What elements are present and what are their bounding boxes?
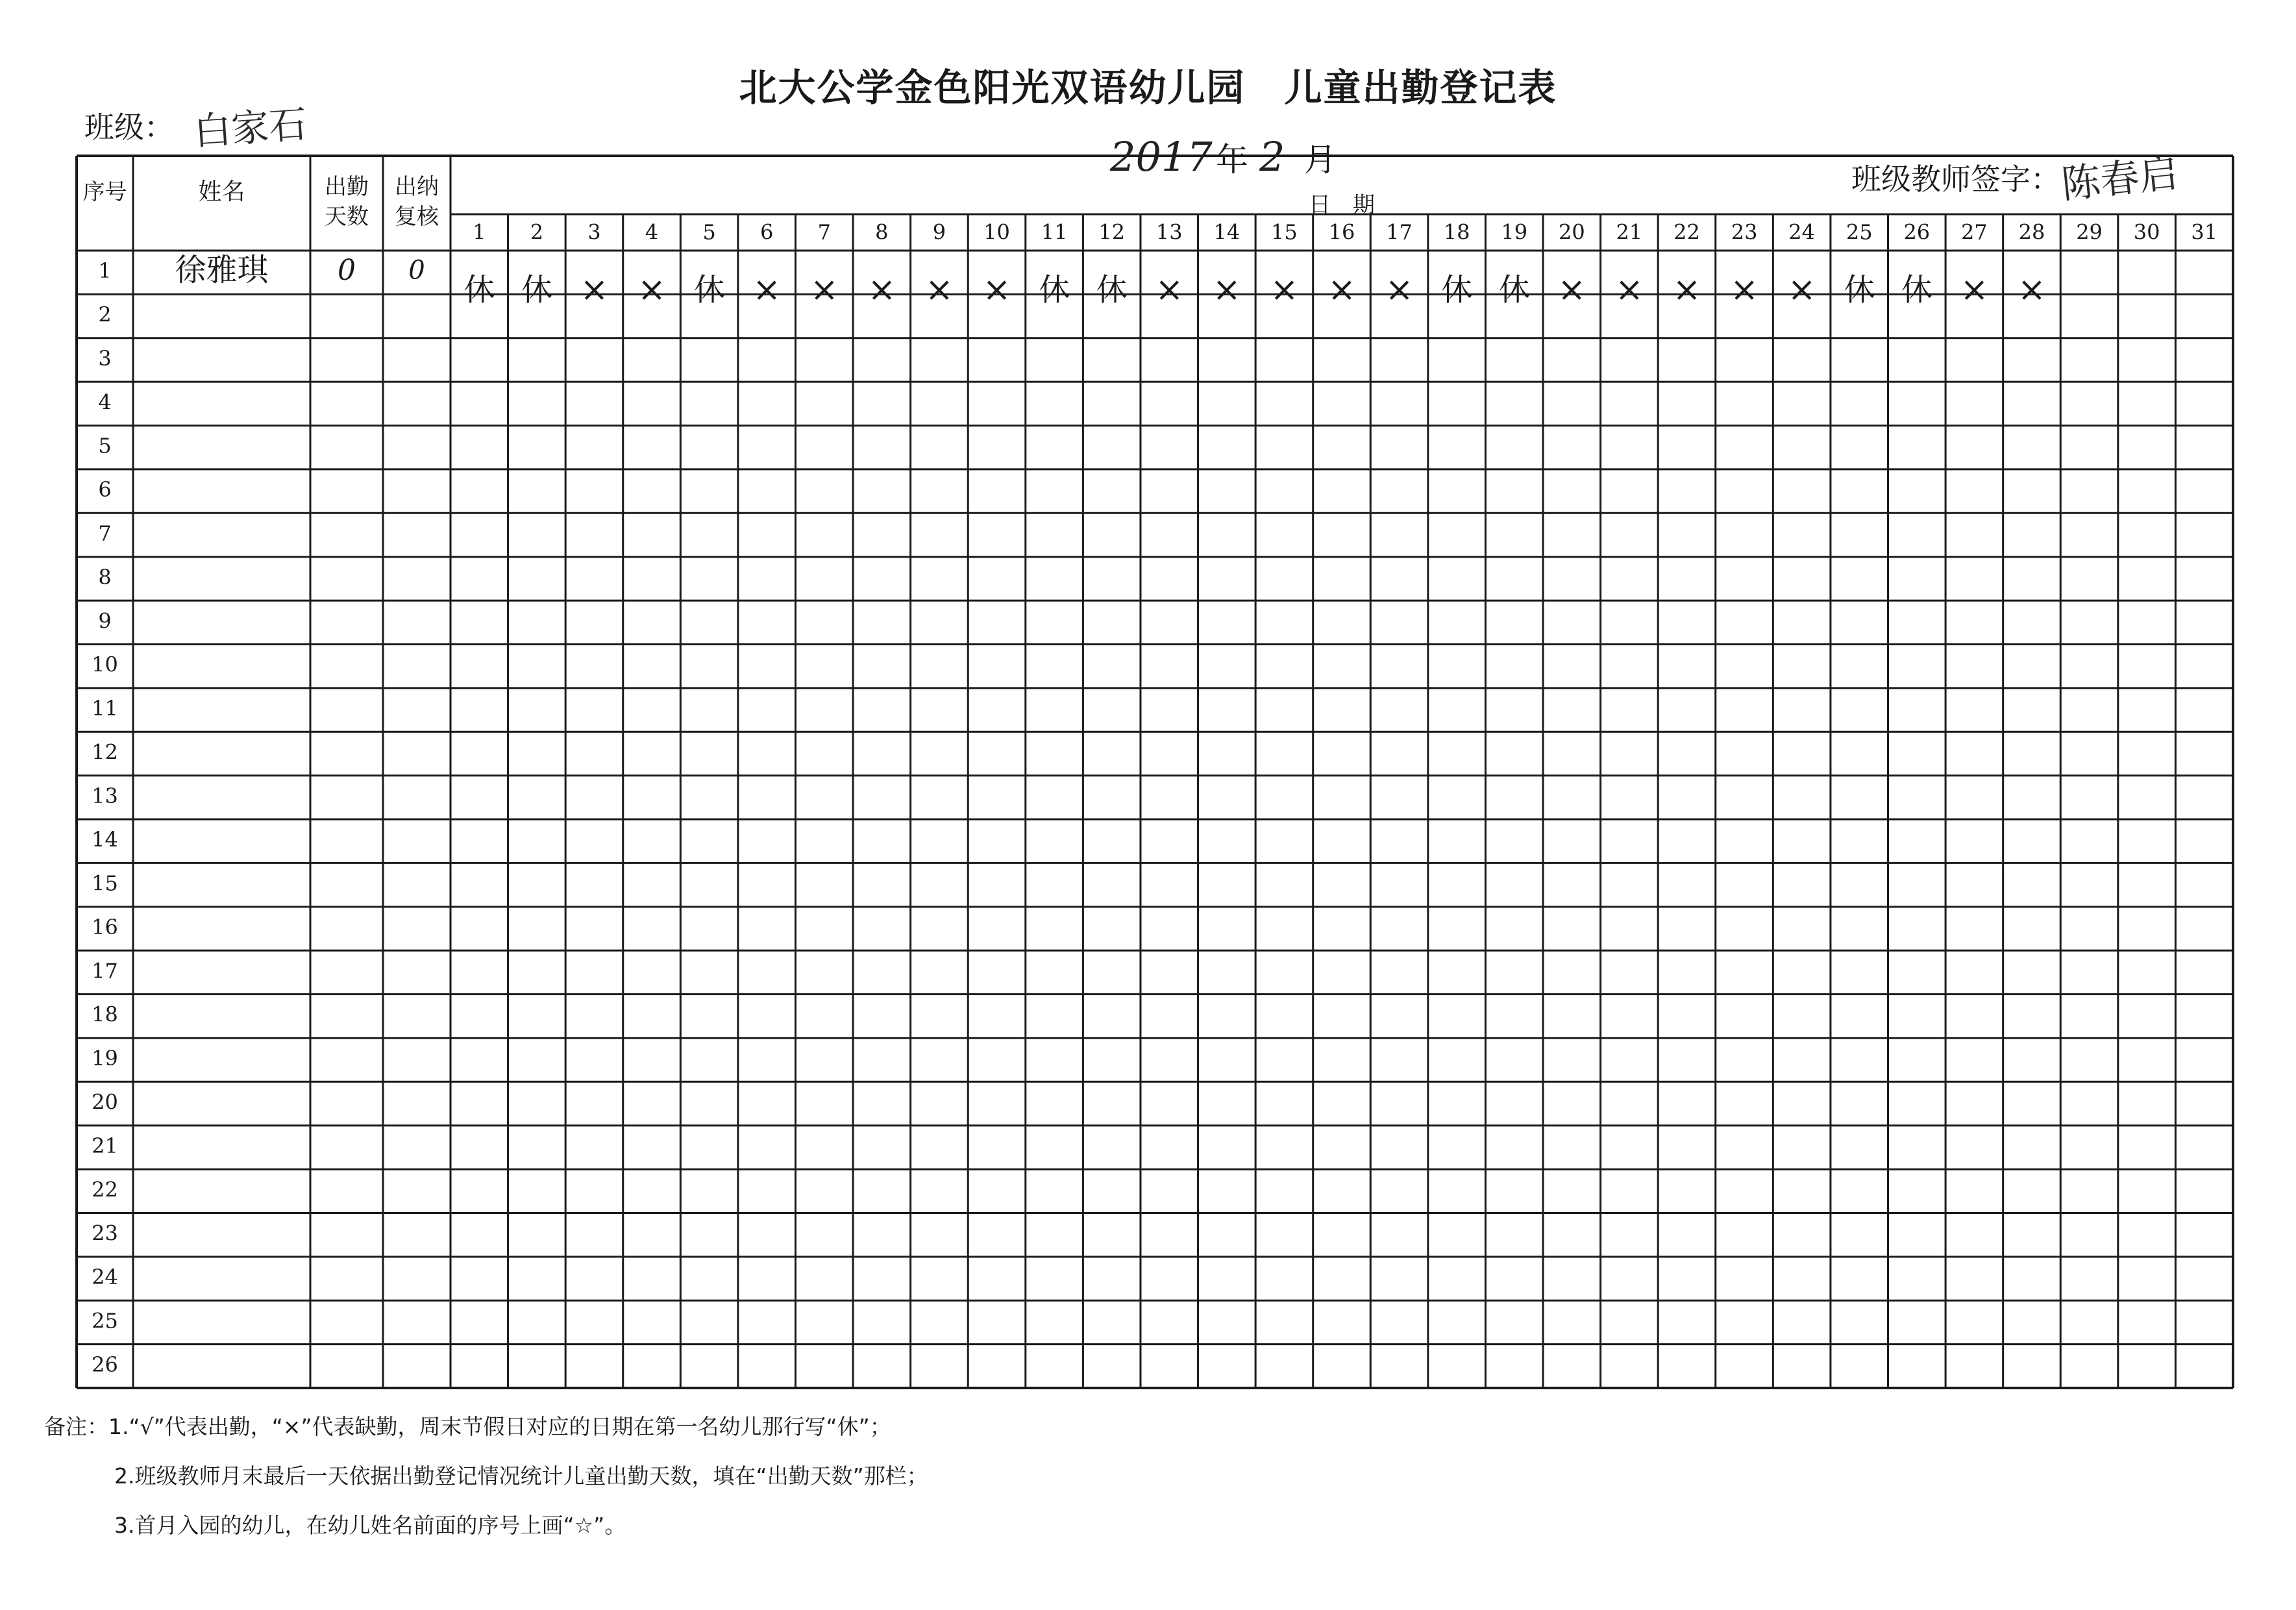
absent-mark[interactable]: × — [1557, 270, 1586, 310]
day-number: 29 — [2076, 219, 2103, 245]
absent-mark[interactable]: × — [982, 270, 1011, 310]
day-number: 22 — [1673, 219, 1700, 245]
day-number: 2 — [530, 219, 544, 245]
day-number: 10 — [983, 219, 1010, 245]
day-number: 14 — [1213, 219, 1241, 245]
first-row-name[interactable]: 徐雅琪 — [175, 252, 269, 289]
row-number: 7 — [98, 521, 112, 546]
day-number: 3 — [587, 219, 601, 245]
day-number: 9 — [932, 219, 946, 245]
class-label: 班级： — [84, 110, 174, 145]
day-number: 26 — [1903, 219, 1931, 245]
year-suffix: 年 — [1215, 141, 1248, 179]
row-number: 1 — [98, 258, 112, 284]
row-number: 11 — [92, 696, 118, 721]
absent-mark[interactable]: × — [1787, 270, 1816, 310]
teacher-label: 班级教师签字： — [1851, 162, 2060, 197]
notes — [44, 1402, 928, 1550]
day-number: 12 — [1098, 219, 1126, 245]
day-number: 20 — [1558, 219, 1585, 245]
row-number: 26 — [92, 1352, 118, 1377]
rest-mark[interactable]: 休 — [1096, 271, 1128, 308]
day-number: 28 — [2018, 219, 2045, 245]
row-number: 18 — [92, 1002, 118, 1027]
note-line-3: 3.首月入园的幼儿，在幼儿姓名前面的序号上画“☆”。 — [114, 1513, 626, 1538]
month-suffix: 月 — [1303, 141, 1337, 179]
absent-mark[interactable]: × — [752, 270, 781, 310]
day-number: 30 — [2133, 219, 2160, 245]
absent-mark[interactable]: × — [1213, 270, 1241, 310]
day-number: 7 — [817, 219, 831, 245]
note-line-1: 备注：1.“√”代表出勤，“×”代表缺勤，周末节假日对应的日期在第一名幼儿那行写“休”； — [44, 1414, 891, 1439]
day-number: 1 — [473, 219, 486, 245]
row-number: 20 — [92, 1089, 118, 1115]
absent-mark[interactable]: × — [1270, 270, 1299, 310]
absent-mark[interactable]: × — [1385, 270, 1414, 310]
day-number: 31 — [2191, 219, 2218, 245]
first-row-cashier-review[interactable]: 0 — [408, 255, 425, 286]
row-number: 2 — [98, 302, 112, 327]
day-number: 11 — [1041, 219, 1068, 245]
note-line-2: 2.班级教师月末最后一天依据出勤登记情况统计儿童出勤天数，填在“出勤天数”那栏； — [114, 1463, 928, 1489]
day-number: 16 — [1328, 219, 1355, 245]
absent-mark[interactable]: × — [1960, 270, 1989, 310]
header-cashier-review-2: 复核 — [395, 204, 439, 230]
absent-mark[interactable]: × — [580, 270, 609, 310]
row-number: 13 — [92, 783, 118, 808]
row-number: 17 — [92, 958, 118, 984]
first-row-attend-days[interactable]: 0 — [338, 254, 356, 288]
rest-mark[interactable]: 休 — [1901, 271, 1932, 308]
rest-mark[interactable]: 休 — [1441, 271, 1473, 308]
absent-mark[interactable]: × — [1327, 270, 1356, 310]
absent-mark[interactable]: × — [867, 270, 896, 310]
class-value[interactable]: 白家石 — [192, 102, 308, 154]
header-cashier-review-1: 出纳 — [395, 174, 439, 200]
absent-mark[interactable]: × — [925, 270, 954, 310]
row-number: 21 — [92, 1133, 118, 1158]
absent-mark[interactable]: × — [1672, 270, 1701, 310]
rest-mark[interactable]: 休 — [1039, 271, 1070, 308]
rest-mark[interactable]: 休 — [521, 271, 552, 308]
header-attend-days-1: 出勤 — [325, 174, 369, 200]
row-number: 14 — [92, 827, 118, 852]
rest-mark[interactable]: 休 — [463, 271, 495, 308]
rest-mark[interactable]: 休 — [1844, 271, 1875, 308]
day-number: 4 — [645, 219, 659, 245]
teacher-signature[interactable]: 陈春启 — [2059, 150, 2180, 208]
header-seq: 序号 — [82, 179, 127, 205]
row-number: 15 — [92, 871, 118, 896]
day-number: 18 — [1443, 219, 1470, 245]
absent-mark[interactable]: × — [637, 270, 666, 310]
absent-mark[interactable]: × — [809, 270, 839, 310]
day-number: 25 — [1845, 219, 1873, 245]
row-number: 19 — [92, 1046, 118, 1071]
day-number: 19 — [1501, 219, 1528, 245]
day-number: 27 — [1961, 219, 1988, 245]
absent-mark[interactable]: × — [1615, 270, 1644, 310]
absent-mark[interactable]: × — [2018, 270, 2046, 310]
row-number: 12 — [92, 739, 118, 765]
absent-mark[interactable]: × — [1155, 270, 1184, 310]
rest-mark[interactable]: 休 — [693, 271, 725, 308]
day-number: 8 — [875, 219, 889, 245]
row-number: 3 — [98, 345, 112, 371]
header-attend-days-2: 天数 — [325, 204, 369, 230]
table-grid — [77, 156, 2233, 1388]
month-value[interactable]: 2 — [1259, 133, 1285, 180]
absent-mark[interactable]: × — [1730, 270, 1759, 310]
header-name: 姓名 — [198, 179, 245, 205]
day-number: 17 — [1386, 219, 1413, 245]
header-date: 日 期 — [1309, 192, 1375, 218]
row-number: 22 — [92, 1177, 118, 1202]
day-number: 5 — [702, 219, 716, 245]
row-number: 9 — [98, 608, 112, 634]
row-number: 5 — [98, 433, 112, 458]
day-number: 21 — [1616, 219, 1643, 245]
row-number: 16 — [92, 914, 118, 939]
row-number: 4 — [98, 390, 112, 415]
row-number: 25 — [92, 1308, 118, 1333]
year-value[interactable]: 2017 — [1110, 133, 1213, 180]
row-number: 6 — [98, 477, 112, 502]
row-number: 10 — [92, 652, 118, 677]
row-number: 23 — [92, 1220, 118, 1246]
row-number: 24 — [92, 1265, 118, 1290]
day-number: 23 — [1731, 219, 1758, 245]
day-number: 6 — [760, 219, 774, 245]
day-number: 13 — [1155, 219, 1183, 245]
page-title: 北大公学金色阳光双语幼儿园 儿童出勤登记表 — [739, 66, 1557, 110]
day-number: 15 — [1271, 219, 1298, 245]
row-number: 8 — [98, 564, 112, 589]
rest-mark[interactable]: 休 — [1498, 271, 1530, 308]
day-number: 24 — [1788, 219, 1816, 245]
